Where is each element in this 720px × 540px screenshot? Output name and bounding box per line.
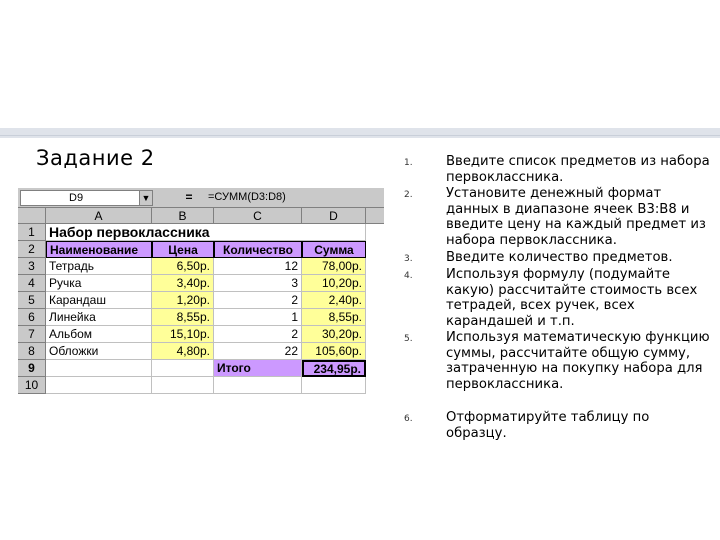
cell-sum[interactable]: 2,40р. [302,292,366,309]
cell[interactable] [302,224,366,241]
row-header[interactable]: 6 [18,309,46,326]
row-header[interactable]: 5 [18,292,46,309]
task-number: 6. [404,414,413,424]
slide-divider [0,135,720,136]
cell-price[interactable]: 15,10р. [152,326,214,343]
cell-sum[interactable]: 10,20р. [302,275,366,292]
formula-bar [18,188,384,208]
row-header[interactable]: 8 [18,343,46,360]
row-header[interactable]: 4 [18,275,46,292]
formula-input[interactable]: =СУММ(D3:D8) [208,191,286,203]
cell-price[interactable]: 1,20р. [152,292,214,309]
col-header-d[interactable]: D [302,208,366,224]
cell-sum[interactable]: 78,00р. [302,258,366,275]
cell-item-name[interactable]: Обложки [46,343,152,360]
cell-sum[interactable]: 30,20р. [302,326,366,343]
task-number: 5. [404,334,413,344]
row-header[interactable]: 10 [18,377,46,394]
slide-top-band [0,128,720,138]
row-header[interactable]: 3 [18,258,46,275]
cell-sum[interactable]: 8,55р. [302,309,366,326]
cell[interactable] [302,377,366,394]
cell-qty[interactable]: 12 [214,258,302,275]
task-text: Отформатируйте таблицу по образцу. [446,410,650,441]
cell[interactable] [152,377,214,394]
spreadsheet [18,188,384,414]
select-all-corner[interactable] [18,208,46,224]
task-text: Введите количество предметов. [446,250,673,265]
cell-item-name[interactable]: Тетрадь [46,258,152,275]
header-cell-sum[interactable]: Сумма [302,241,366,258]
col-header-c[interactable]: C [214,208,302,224]
cell-qty[interactable]: 3 [214,275,302,292]
slide-title: Задание 2 [36,146,155,170]
cell[interactable] [214,377,302,394]
task-text: Установите денежный формат данных в диапазоне ячеек B3:B8 и введите цену на каждый предмет из набора первоклассника. [446,186,706,248]
header-cell-price[interactable]: Цена [152,241,214,258]
cell-qty[interactable]: 2 [214,292,302,309]
formula-equals[interactable]: = [185,190,193,204]
task-text: Используя формулу (подумайте какую) рассчитайте стоимость всех тетрадей, всех ручек, всех карандашей и т.п. [446,267,698,329]
cell[interactable] [152,360,214,377]
total-label-cell[interactable]: Итого [214,360,302,377]
task-number: 2. [404,190,413,200]
cell-item-name[interactable]: Линейка [46,309,152,326]
task-text: Используя математическую функцию суммы, рассчитайте общую сумму, затраченную на покупку набора для первоклассника. [446,330,710,392]
name-box-value: D9 [69,192,84,204]
cell-item-name[interactable]: Ручка [46,275,152,292]
task-number: 1. [404,158,413,168]
cell-price[interactable]: 4,80р. [152,343,214,360]
cell-item-name[interactable]: Альбом [46,326,152,343]
row-header[interactable]: 9 [18,360,46,377]
sheet-title-cell[interactable]: Набор первоклассника [46,224,302,241]
cell-qty[interactable]: 1 [214,309,302,326]
cell-price[interactable]: 8,55р. [152,309,214,326]
name-box[interactable] [20,190,140,206]
task-text: Введите список предметов из набора первоклассника. [446,154,710,185]
cell[interactable] [46,377,152,394]
cell-price[interactable]: 3,40р. [152,275,214,292]
header-cell-qty[interactable]: Количество [214,241,302,258]
cell-sum[interactable]: 105,60р. [302,343,366,360]
cell-item-name[interactable]: Карандаш [46,292,152,309]
row-header[interactable]: 7 [18,326,46,343]
cell-qty[interactable]: 2 [214,326,302,343]
cell-price[interactable]: 6,50р. [152,258,214,275]
header-cell-name[interactable]: Наименование [46,241,152,258]
task-number: 3. [404,254,413,264]
cell[interactable] [46,360,152,377]
cell-qty[interactable]: 22 [214,343,302,360]
col-header-b[interactable]: B [152,208,214,224]
row-header[interactable]: 1 [18,224,46,241]
col-header-blank [366,208,384,224]
col-header-a[interactable]: A [46,208,152,224]
chevron-down-icon[interactable]: ▼ [139,190,153,206]
row-header[interactable]: 2 [18,241,46,258]
task-number: 4. [404,271,413,281]
total-value-cell[interactable]: 234,95р. [302,360,366,377]
